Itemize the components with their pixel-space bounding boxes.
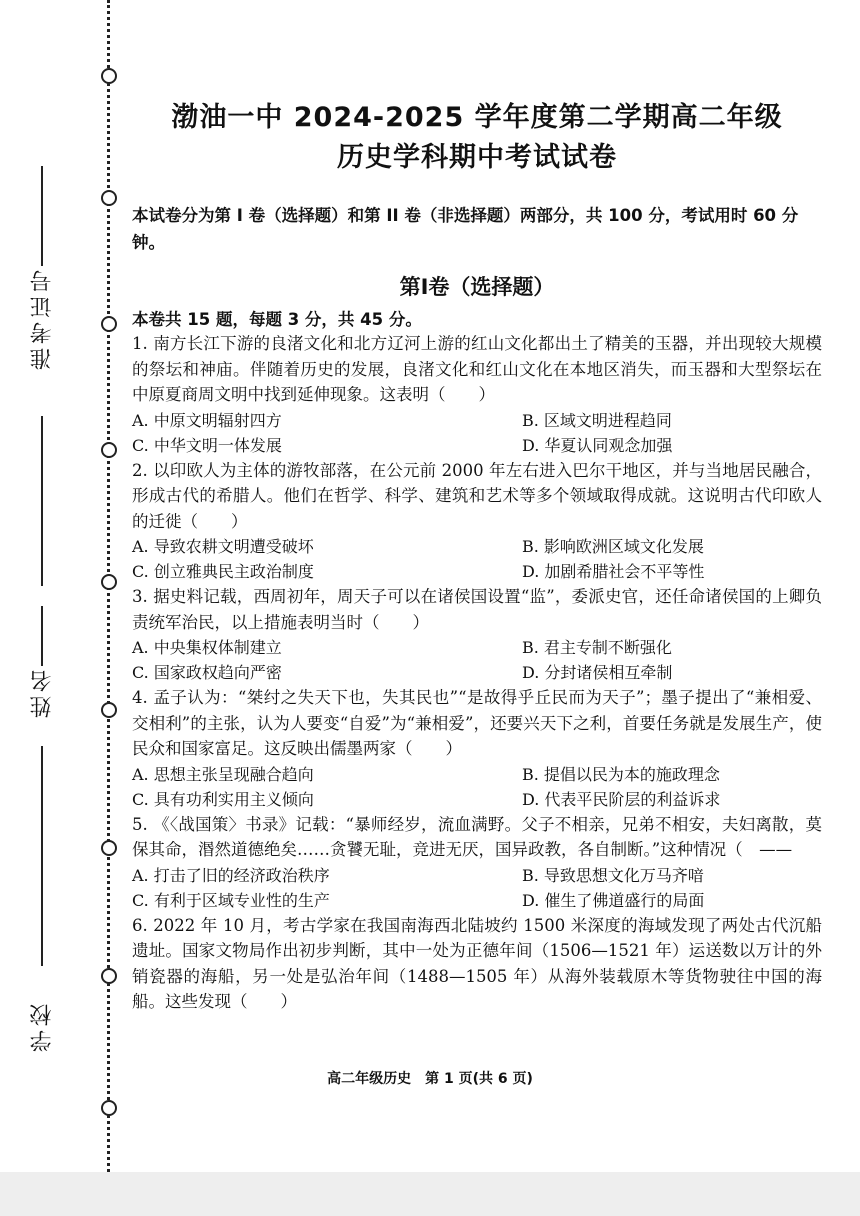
section-title: 第Ⅰ卷（选择题） xyxy=(399,275,555,299)
option-a[interactable]: A. 中央集权体制建立 xyxy=(132,638,282,657)
option-b[interactable]: B. 提倡以民为本的施政理念 xyxy=(522,764,720,784)
binding-hole-6 xyxy=(101,702,117,718)
binding-hole-2 xyxy=(101,190,117,206)
option-a[interactable]: A. 中原文明辐射四方 xyxy=(132,410,282,430)
question-text: 5. 《〈战国策〉书录》记载：“暴师经岁，流血满野。父子不相亲，兄弟不相安，夫妇离散，莫保其命，湣然道德绝矣……贪饕无耻，竞进无厌，国异政教，各自制断。”这种情况（ —— xyxy=(132,814,822,859)
question-text: 1. 南方长江下游的良渚文化和北方辽河上游的红山文化都出土了精美的玉器，并出现较大规模的祭坛和神庙。伴随着历史的发展，良渚文化和红山文化在本地区消失，而玉器和大型祭坛在中原夏商周文明中找到延伸现象。这表明（ ） xyxy=(132,334,822,404)
option-d[interactable]: D. 催生了佛道盛行的局面 xyxy=(522,890,705,910)
option-d[interactable]: D. 华夏认同观念加强 xyxy=(522,435,673,455)
question-text: 3. 据史料记载，西周初年，周天子可以在诸侯国设置“监”，委派史官，还任命诸侯国的上卿负责统军治民，以上措施表明当时（ ） xyxy=(132,587,822,632)
question-text: 2. 以印欧人为主体的游牧部落，在公元前 2000 年左右进入巴尔干地区，并与当地居民融合，形成古代的希腊人。他们在哲学、科学、建筑和艺术等多个领域取得成就。这说明古代印欧人的迁徙（ ） xyxy=(132,460,822,531)
exam-page-content xyxy=(132,98,822,1015)
option-d[interactable]: D. 分封诸侯相互牵制 xyxy=(522,663,673,682)
option-a[interactable]: A. 思想主张呈现融合趋向 xyxy=(132,764,314,784)
name-field[interactable] xyxy=(22,600,62,718)
scan-bottom-strip xyxy=(0,1172,860,1216)
exam-title-line1: 渤油一中 2024-2025 学年度第二学期高二年级 xyxy=(171,102,783,133)
question-text: 4. 孟子认为：“桀纣之失天下也，失其民也”“是故得乎丘民而为天子”；墨子提出了“兼相爱、交相利”的主张，认为人要变“自爱”为“兼相爱”，还要兴天下之利，首要任务就是发展生产，使民众和国家富足。这反映出儒墨两家（ ） xyxy=(132,688,822,758)
binding-hole-8 xyxy=(101,968,117,984)
page-footer: 高二年级历史 第 1 页(共 6 页) xyxy=(327,1071,533,1087)
exam-id-line xyxy=(41,166,43,266)
option-c[interactable]: C. 创立雅典民主政治制度 xyxy=(132,562,314,581)
name-field-lower xyxy=(22,740,62,966)
binding-hole-9 xyxy=(101,1100,117,1116)
option-b[interactable]: B. 导致思想文化万马齐喑 xyxy=(522,865,704,885)
question-text: 6. 2022 年 10 月，考古学家在我国南海西北陆坡约 1500 米深度的海域发现了两处古代沉船遗址。国家文物局作出初步判断，其中一处为正德年间（1506—1521 年）运送数以万计的外销瓷器的海船，另一处是弘治年间（1488—1505 年）从海外装载原木等货物驶往中国的海船。这些发现（ ） xyxy=(132,915,822,1011)
binding-hole-1 xyxy=(101,68,117,84)
question-3 xyxy=(132,584,822,685)
binding-hole-7 xyxy=(101,840,117,856)
name-label: 姓名 xyxy=(29,666,55,718)
option-a[interactable]: A. 导致农耕文明遭受破坏 xyxy=(132,537,314,556)
school-label: 学校 xyxy=(29,1000,55,1052)
option-c[interactable]: C. 具有功利实用主义倾向 xyxy=(132,789,314,809)
name-line-upper xyxy=(41,416,43,586)
option-b[interactable]: B. 区域文明进程趋同 xyxy=(522,410,672,430)
name-field-upper xyxy=(22,410,62,586)
exam-id-field[interactable] xyxy=(22,160,62,370)
name-line-lower xyxy=(41,746,43,966)
option-c[interactable]: C. 中华文明一体发展 xyxy=(132,435,282,455)
question-1 xyxy=(132,331,822,458)
exam-id-label: 准考证号 xyxy=(29,266,55,370)
option-a[interactable]: A. 打击了旧的经济政治秩序 xyxy=(132,865,330,885)
question-5 xyxy=(132,812,822,913)
option-b[interactable]: B. 影响欧洲区域文化发展 xyxy=(522,537,704,556)
exam-title-line2: 历史学科期中考试试卷 xyxy=(337,142,617,173)
exam-instructions: 本试卷分为第 I 卷（选择题）和第 II 卷（非选择题）两部分，共 100 分，考试用时 60 分钟。 xyxy=(132,206,799,252)
binding-hole-4 xyxy=(101,442,117,458)
question-4 xyxy=(132,685,822,812)
binding-hole-5 xyxy=(101,574,117,590)
option-c[interactable]: C. 国家政权趋向严密 xyxy=(132,663,282,682)
question-2 xyxy=(132,458,822,585)
name-line-top xyxy=(41,606,43,666)
question-6 xyxy=(132,913,822,1015)
binding-hole-3 xyxy=(101,316,117,332)
option-b[interactable]: B. 君主专制不断强化 xyxy=(522,638,672,657)
option-d[interactable]: D. 代表平民阶层的利益诉求 xyxy=(522,789,721,809)
option-d[interactable]: D. 加剧希腊社会不平等性 xyxy=(522,562,705,581)
section-note: 本卷共 15 题，每题 3 分，共 45 分。 xyxy=(132,310,422,329)
option-c[interactable]: C. 有利于区域专业性的生产 xyxy=(132,890,330,910)
school-field[interactable] xyxy=(22,1000,62,1052)
